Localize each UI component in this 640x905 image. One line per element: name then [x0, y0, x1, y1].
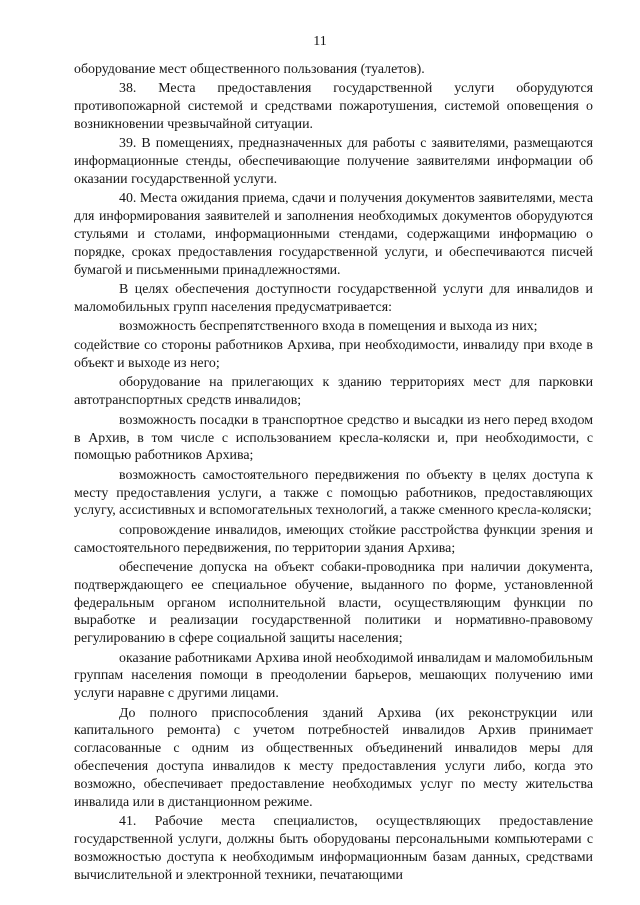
paragraph: обеспечение допуска на объект собаки-проводника при наличии документа, подтверждающего ее специальное обучение, выданного по форме, установленной федеральным органом исполнительной власти, осуществляющим функции по выработке и реализации государственной политики и нормативно-правовому регулированию в сфере социальной защиты населения; — [74, 559, 593, 647]
paragraph: возможность беспрепятственного входа в помещения и выхода из них; — [119, 319, 538, 335]
paragraph: возможность посадки в транспортное средство и высадки из него перед входом в Архив, в том числе с использованием кресла-коляски и, при необходимости, с помощью работников Архива; — [74, 412, 593, 464]
paragraph: оборудование на прилегающих к зданию территориях мест для парковки автотранспортных средств инвалидов; — [74, 375, 593, 409]
page-number: 11 — [313, 34, 327, 49]
paragraph: В целях обеспечения доступности государственной услуги для инвалидов и маломобильных групп населения предусматривается: — [74, 282, 593, 315]
paragraph: содействие со стороны работников Архива, при необходимости, инвалиду при входе в объект и выходе из него; — [74, 338, 593, 372]
paragraph: оборудование мест общественного пользования (туалетов). — [74, 62, 425, 77]
paragraph: 38. Места предоставления государственной услуги оборудуются противопожарной системой и средствами пожаротушения, системой оповещения о возникновении чрезвычайной ситуации. — [74, 81, 593, 133]
paragraph: 39. В помещениях, предназначенных для работы с заявителями, размещаются информационные стенды, обеспечивающие получение заявителями информации об оказании государственной услуги. — [74, 136, 593, 188]
paragraph: 41. Рабочие места специалистов, осуществляющих предоставление государственной услуги, должны быть оборудованы персональными компьютерами с возможностью доступа к необходимым информационным базам данных, средствами вычислительной и электронной техники, печатающими — [74, 814, 593, 884]
paragraph: возможность самостоятельного передвижения по объекту в целях доступа к месту предоставления услуги, а также с помощью работников, предоставляющих услугу, ассистивных и вспомогательных технологий, а также сменного кресла-коляски; — [74, 467, 593, 519]
paragraph: оказание работниками Архива иной необходимой инвалидам и маломобильным группам населения помощи в преодолении барьеров, мешающих получению ими услуги наравне с другими лицами. — [74, 650, 593, 702]
paragraph: До полного приспособления зданий Архива (их реконструкции или капитального ремонта) с учетом потребностей инвалидов Архив принимает согласованные с одним из общественных объединений инвалидов меры для обеспечения доступа инвалидов к месту предоставления услуги либо, когда это возможно, обеспечивает предоставление необходимых услуг по месту жительства инвалида или в дистанционном режиме. — [74, 705, 593, 811]
paragraph: сопровождение инвалидов, имеющих стойкие расстройства функции зрения и самостоятельного передвижения, по территории здания Архива; — [74, 522, 593, 556]
paragraph: 40. Места ожидания приема, сдачи и получения документов заявителями, места для информирования заявителей и заполнения необходимых документов оборудуются стульями и столами, информационными стендами, содержащими информацию о порядке, сроках предоставления государственной услуги, и обеспечиваются писчей бумагой и письменными принадлежностями. — [74, 191, 593, 278]
body-text — [74, 61, 593, 885]
